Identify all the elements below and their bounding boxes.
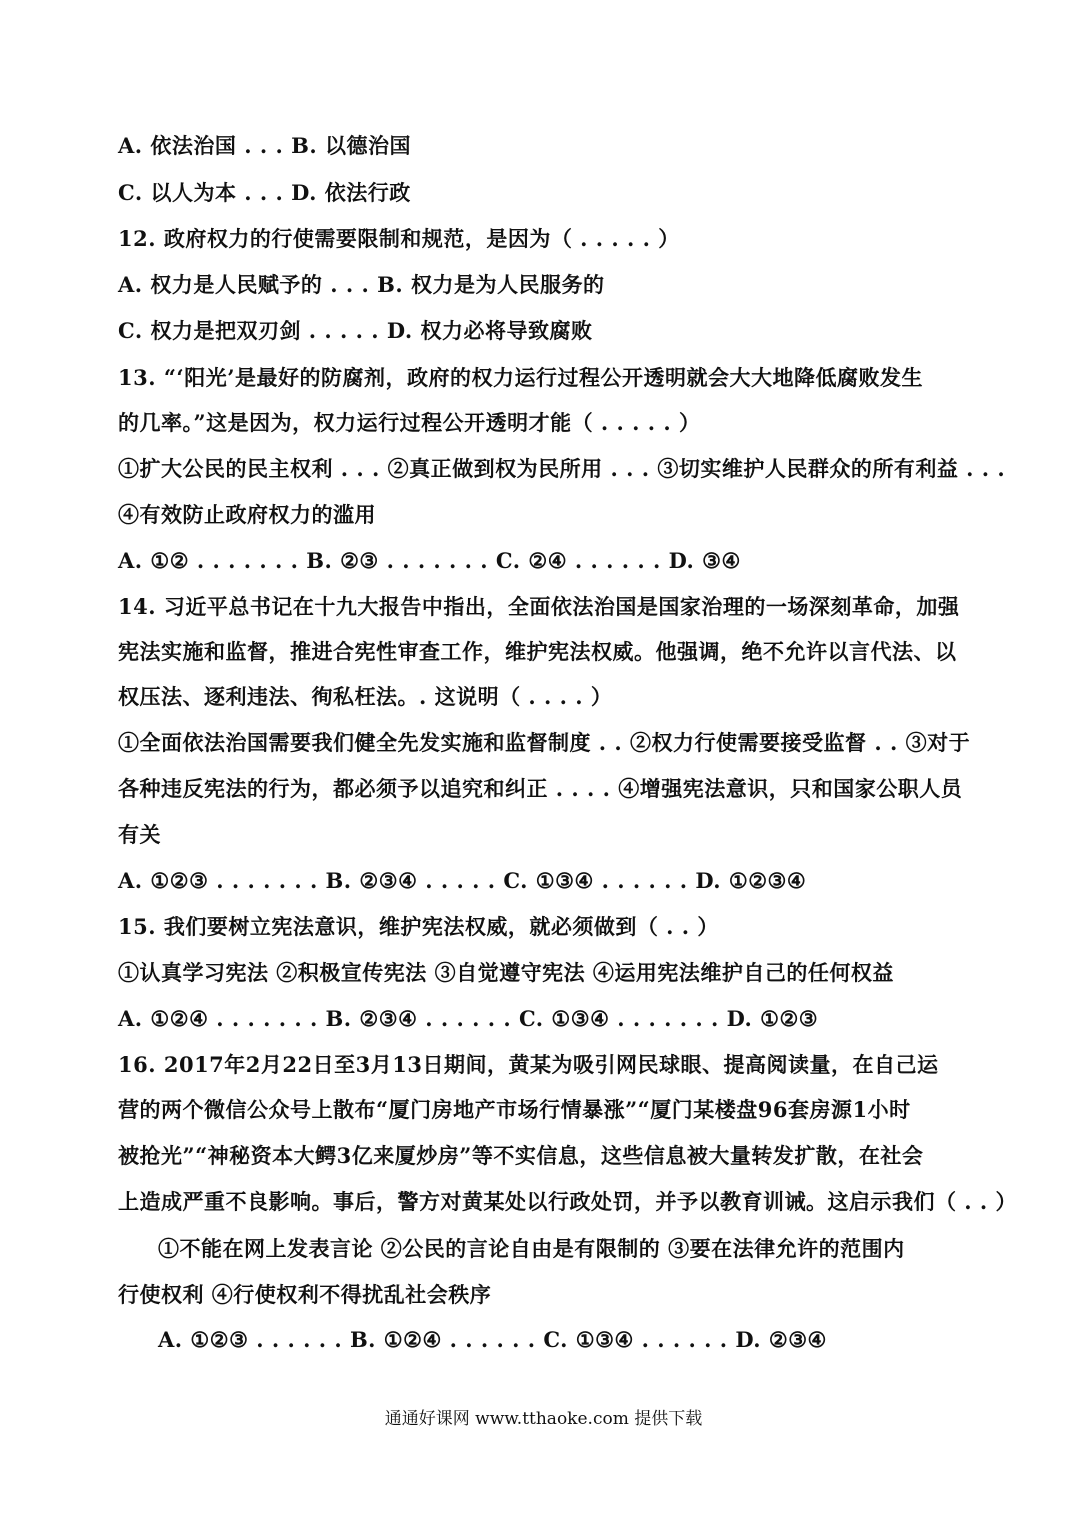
q12-option-ab: A. 权力是人民赋予的 . . . B. 权力是为人民服务的 — [118, 272, 605, 297]
q15-options: A. ①②④ . . . . . . . B. ②③④ . . . . . . C. ①③④ . . . . . . . D. ①②③ — [118, 1006, 819, 1031]
q13-stem-line-2: 的几率。”这是因为，权力运行过程公开透明才能（ . . . . . ） — [118, 410, 701, 435]
q16-stem-line-4: 上造成严重不良影响。事后，警方对黄某处以行政处罚，并予以教育训诫。这启示我们（ . . ） — [118, 1189, 1018, 1214]
q16-stem-line-2: 营的两个微信公众号上散布“厦门房地产市场行情暴涨”“厦门某楼盘96套房源1小时 — [118, 1097, 911, 1122]
q13-options: A. ①② . . . . . . . B. ②③ . . . . . . . C. ②④ . . . . . . D. ③④ — [118, 548, 741, 573]
q15-stem: 15. 我们要树立宪法意识，维护宪法权威，就必须做到（ . . ） — [118, 914, 719, 939]
q14-statements-line-3: 有关 — [118, 822, 161, 847]
q14-stem-line-3: 权压法、逐利违法、徇私枉法。. 这说明（ . . . . ） — [118, 684, 613, 709]
q13-statements-line-2: ④有效防止政府权力的滥用 — [118, 502, 376, 527]
q16-stem-line-1: 16. 2017年2月22日至3月13日期间，黄某为吸引网民球眼、提高阅读量，在自己运 — [118, 1052, 939, 1077]
q11-option-ab: A. 依法治国 . . . B. 以德治国 — [118, 133, 411, 158]
q11-option-cd: C. 以人为本 . . . D. 依法行政 — [118, 180, 411, 205]
q13-statements-line-1: ①扩大公民的民主权利 . . . ②真正做到权为民所用 . . . ③切实维护人民群众的所有利益 . . . — [118, 456, 1006, 481]
q14-options: A. ①②③ . . . . . . . B. ②③④ . . . . . C. ①③④ . . . . . . D. ①②③④ — [118, 868, 807, 893]
q14-statements-line-2: 各种违反宪法的行为，都必须予以追究和纠正 . . . . ④增强宪法意识，只和国家公职人员 — [118, 776, 963, 801]
page-footer: 通通好课网 www.tthaoke.com 提供下载 — [384, 1409, 703, 1429]
q15-statements: ①认真学习宪法 ②积极宣传宪法 ③自觉遵守宪法 ④运用宪法维护自己的任何权益 — [118, 960, 894, 985]
q16-statements-line-1: ①不能在网上发表言论 ②公民的言论自由是有限制的 ③要在法律允许的范围内 — [158, 1236, 905, 1261]
q12-stem: 12. 政府权力的行使需要限制和规范，是因为（ . . . . . ） — [118, 226, 680, 251]
q16-statements-line-2: 行使权利 ④行使权利不得扰乱社会秩序 — [118, 1282, 492, 1307]
q12-option-cd: C. 权力是把双刃剑 . . . . . D. 权力必将导致腐败 — [118, 318, 593, 343]
q13-stem-line-1: 13. “‘阳光’是最好的防腐剂，政府的权力运行过程公开透明就会大大地降低腐败发生 — [118, 365, 924, 390]
q14-stem-line-2: 宪法实施和监督，推进合宪性审查工作，维护宪法权威。他强调，绝不允许以言代法、以 — [118, 639, 957, 664]
q16-stem-line-3: 被抢光”“神秘资本大鳄3亿来厦炒房”等不实信息，这些信息被大量转发扩散，在社会 — [118, 1143, 924, 1168]
q14-statements-line-1: ①全面依法治国需要我们健全先发实施和监督制度 . . ②权力行使需要接受监督 . . ③对于 — [118, 730, 971, 755]
q16-options: A. ①②③ . . . . . . B. ①②④ . . . . . . C. ①③④ . . . . . . D. ②③④ — [158, 1327, 827, 1352]
q14-stem-line-1: 14. 习近平总书记在十九大报告中指出，全面依法治国是国家治理的一场深刻革命，加强 — [118, 594, 960, 619]
